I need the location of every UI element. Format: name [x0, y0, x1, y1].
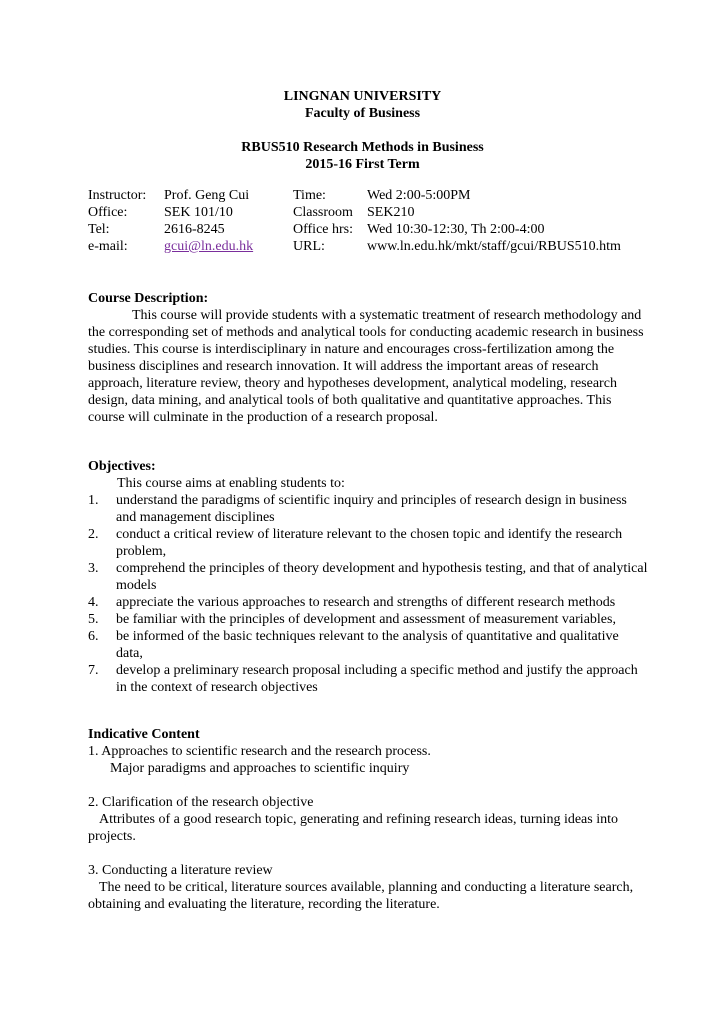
objectives-section	[88, 458, 648, 696]
email-label: e-mail:	[88, 239, 128, 254]
list-item: 2. conduct a critical review of literature relevant to the chosen topic and identify the research problem,	[88, 527, 623, 559]
course-title: RBUS510 Research Methods in Business	[241, 140, 484, 155]
section-3-body: The need to be critical, literature sources available, planning and conducting a literature search, obtaining and evaluating the literature, recording the literature.	[88, 880, 634, 912]
classroom-value: SEK210	[367, 205, 415, 220]
section-2-body: Attributes of a good research topic, generating and refining research ideas, turning ideas into projects.	[88, 812, 618, 844]
classroom-label: Classroom	[293, 205, 353, 220]
term-title: 2015-16 First Term	[305, 157, 420, 172]
time-value: Wed 2:00-5:00PM	[367, 188, 471, 203]
section-1-body: Major paradigms and approaches to scientific inquiry	[110, 761, 410, 776]
list-item: 6. be informed of the basic techniques relevant to the analysis of quantitative and qualitative data,	[88, 629, 619, 661]
objectives-heading: Objectives:	[88, 459, 156, 474]
objectives-intro: This course aims at enabling students to:	[117, 476, 345, 491]
tel-label: Tel:	[88, 222, 110, 237]
office-value: SEK 101/10	[164, 205, 233, 220]
list-item: 4. appreciate the various approaches to research and strengths of different research methods	[88, 595, 616, 610]
section-1-title: 1. Approaches to scientific research and the research process.	[88, 744, 431, 759]
section-3-title: 3. Conducting a literature review	[88, 863, 273, 878]
list-item: 5. be familiar with the principles of development and assessment of measurement variables,	[88, 612, 616, 627]
course-description-section	[88, 290, 648, 426]
instructor-label: Instructor:	[88, 188, 147, 203]
university-name: LINGNAN UNIVERSITY	[283, 89, 442, 104]
email-link[interactable]: gcui@ln.edu.hk	[164, 239, 254, 254]
list-item: 7. develop a preliminary research proposal including a specific method and justify the approach in the context of research objectives	[88, 663, 638, 695]
url-label: URL:	[293, 239, 325, 254]
list-item: 1. understand the paradigms of scientific inquiry and principles of research design in business and management disciplines	[88, 493, 627, 525]
course-description-heading: Course Description:	[88, 291, 209, 306]
instructor-value: Prof. Geng Cui	[164, 188, 250, 203]
list-item: 3. comprehend the principles of theory development and hypothesis testing, and that of analytical models	[88, 561, 648, 593]
indicative-content-heading: Indicative Content	[88, 727, 200, 742]
info-row	[88, 238, 621, 255]
office-hours-value: Wed 10:30-12:30, Th 2:00-4:00	[367, 222, 545, 237]
section-2-title: 2. Clarification of the research objective	[88, 795, 314, 810]
url-value: www.ln.edu.hk/mkt/staff/gcui/RBUS510.htm	[367, 239, 621, 254]
tel-value: 2616-8245	[164, 222, 225, 237]
course-info-table	[88, 187, 621, 255]
objectives-list	[88, 492, 648, 696]
time-label: Time:	[293, 188, 326, 203]
faculty-name: Faculty of Business	[304, 106, 421, 121]
course-description-text: This course will provide students with a systematic treatment of research methodology and the corresponding set of methods and analytical tools for conducting academic research in business studies. This course is interdisciplinary in nature and encourages cross-fertilization among the business disciplines and research innovation. It will address the important areas of research approach, literature review, theory and hypotheses development, analytical modeling, research design, data mining, and analytical tools of both qualitative and quantitative approaches. This course will culminate in the production of a research proposal.	[88, 308, 644, 425]
info-row	[88, 187, 621, 204]
office-label: Office:	[88, 205, 128, 220]
info-row	[88, 221, 621, 238]
indicative-content-section	[88, 726, 648, 913]
office-hours-label: Office hrs:	[293, 222, 353, 237]
info-row	[88, 204, 621, 221]
